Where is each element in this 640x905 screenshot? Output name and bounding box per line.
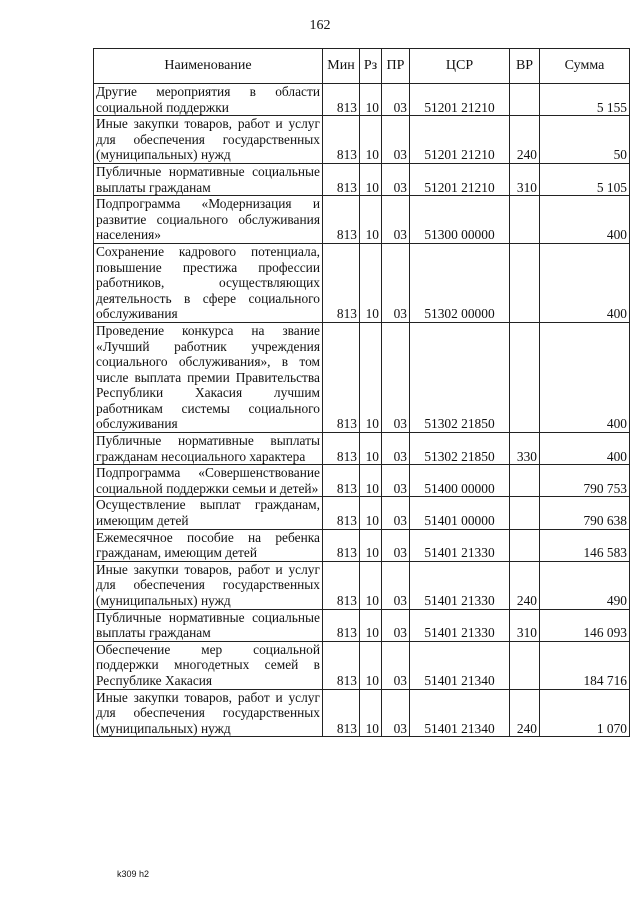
- row-vr: [510, 196, 540, 244]
- row-min: 813: [323, 641, 360, 689]
- row-rz: 10: [360, 465, 382, 497]
- row-name: Иные закупки товаров, работ и услуг для обеспечения государственных (муниципальных) нужд: [94, 116, 323, 164]
- row-csr: 51302 21850: [410, 322, 510, 432]
- table-row: [94, 497, 630, 529]
- table-row: [94, 609, 630, 641]
- table-row: [94, 116, 630, 164]
- row-vr: 240: [510, 689, 540, 737]
- row-rz: 10: [360, 497, 382, 529]
- table-header-row: [94, 49, 630, 84]
- row-pr: 03: [382, 561, 410, 609]
- row-vr: [510, 465, 540, 497]
- row-sum: 490: [540, 561, 630, 609]
- row-vr: 240: [510, 561, 540, 609]
- page-number: 162: [309, 18, 331, 33]
- row-csr: 51201 21210: [410, 116, 510, 164]
- budget-table: [93, 48, 630, 737]
- row-name: Подпрограмма «Совершенствование социальной поддержки семьи и детей»: [94, 465, 323, 497]
- row-sum: 146 093: [540, 609, 630, 641]
- row-csr: 51400 00000: [410, 465, 510, 497]
- row-rz: 10: [360, 243, 382, 322]
- row-rz: 10: [360, 561, 382, 609]
- row-csr: 51201 21210: [410, 163, 510, 195]
- row-rz: 10: [360, 322, 382, 432]
- row-vr: [510, 497, 540, 529]
- table-row: [94, 84, 630, 116]
- row-csr: 51401 21330: [410, 529, 510, 561]
- row-min: 813: [323, 465, 360, 497]
- row-pr: 03: [382, 243, 410, 322]
- header-name: Наименование: [94, 49, 323, 84]
- row-min: 813: [323, 243, 360, 322]
- row-vr: [510, 84, 540, 116]
- row-name: Обеспечение мер социальной поддержки многодетных семей в Республике Хакасия: [94, 641, 323, 689]
- header-csr: ЦСР: [410, 49, 510, 84]
- row-min: 813: [323, 561, 360, 609]
- row-min: 813: [323, 84, 360, 116]
- row-rz: 10: [360, 116, 382, 164]
- row-csr: 51401 21330: [410, 609, 510, 641]
- row-vr: 240: [510, 116, 540, 164]
- header-pr: ПР: [382, 49, 410, 84]
- row-vr: 310: [510, 609, 540, 641]
- row-sum: 400: [540, 243, 630, 322]
- row-csr: 51302 21850: [410, 433, 510, 465]
- row-pr: 03: [382, 433, 410, 465]
- row-pr: 03: [382, 196, 410, 244]
- row-min: 813: [323, 497, 360, 529]
- table-row: [94, 561, 630, 609]
- row-vr: 330: [510, 433, 540, 465]
- row-sum: 400: [540, 196, 630, 244]
- table-row: [94, 465, 630, 497]
- row-rz: 10: [360, 641, 382, 689]
- row-sum: 184 716: [540, 641, 630, 689]
- row-pr: 03: [382, 322, 410, 432]
- footer-document-code: k309 h2: [117, 869, 150, 879]
- header-min: Мин: [323, 49, 360, 84]
- header-rz: Рз: [360, 49, 382, 84]
- row-rz: 10: [360, 196, 382, 244]
- row-sum: 5 105: [540, 163, 630, 195]
- row-pr: 03: [382, 465, 410, 497]
- row-sum: 1 070: [540, 689, 630, 737]
- table-row: [94, 243, 630, 322]
- row-pr: 03: [382, 609, 410, 641]
- row-csr: 51401 21340: [410, 689, 510, 737]
- row-name: Сохранение кадрового потенциала, повышение престижа профессии работников, осуществляющих деятельность в сфере социального обслуживания: [94, 243, 323, 322]
- row-vr: [510, 243, 540, 322]
- row-csr: 51401 00000: [410, 497, 510, 529]
- row-name: Публичные нормативные выплаты гражданам несоциального характера: [94, 433, 323, 465]
- row-sum: 146 583: [540, 529, 630, 561]
- row-vr: 310: [510, 163, 540, 195]
- row-name: Ежемесячное пособие на ребенка гражданам, имеющим детей: [94, 529, 323, 561]
- table-row: [94, 163, 630, 195]
- row-csr: 51401 21330: [410, 561, 510, 609]
- row-min: 813: [323, 322, 360, 432]
- row-name: Публичные нормативные социальные выплаты гражданам: [94, 609, 323, 641]
- row-pr: 03: [382, 689, 410, 737]
- row-min: 813: [323, 529, 360, 561]
- row-pr: 03: [382, 163, 410, 195]
- row-name: Другие мероприятия в области социальной поддержки: [94, 84, 323, 116]
- row-min: 813: [323, 689, 360, 737]
- row-vr: [510, 641, 540, 689]
- row-pr: 03: [382, 641, 410, 689]
- row-name: Осуществление выплат гражданам, имеющим детей: [94, 497, 323, 529]
- table-row: [94, 433, 630, 465]
- row-rz: 10: [360, 163, 382, 195]
- row-min: 813: [323, 433, 360, 465]
- row-sum: 400: [540, 322, 630, 432]
- row-name: Публичные нормативные социальные выплаты гражданам: [94, 163, 323, 195]
- row-rz: 10: [360, 609, 382, 641]
- row-rz: 10: [360, 529, 382, 561]
- row-pr: 03: [382, 497, 410, 529]
- header-vr: ВР: [510, 49, 540, 84]
- row-min: 813: [323, 163, 360, 195]
- table-row: [94, 689, 630, 737]
- row-rz: 10: [360, 84, 382, 116]
- row-rz: 10: [360, 689, 382, 737]
- row-sum: 790 638: [540, 497, 630, 529]
- row-csr: 51302 00000: [410, 243, 510, 322]
- row-csr: 51401 21340: [410, 641, 510, 689]
- row-pr: 03: [382, 84, 410, 116]
- row-csr: 51300 00000: [410, 196, 510, 244]
- row-pr: 03: [382, 529, 410, 561]
- row-min: 813: [323, 116, 360, 164]
- table-row: [94, 196, 630, 244]
- table-row: [94, 322, 630, 432]
- row-name: Проведение конкурса на звание «Лучший работник учреждения социального обслуживания», в том числе выплата премии Правительства Республики Хакасия лучшим работникам системы социального обслуживания: [94, 322, 323, 432]
- table-row: [94, 529, 630, 561]
- row-name: Подпрограмма «Модернизация и развитие социального обслуживания населения»: [94, 196, 323, 244]
- row-sum: 790 753: [540, 465, 630, 497]
- row-min: 813: [323, 609, 360, 641]
- row-vr: [510, 322, 540, 432]
- row-sum: 400: [540, 433, 630, 465]
- table-row: [94, 641, 630, 689]
- row-vr: [510, 529, 540, 561]
- row-rz: 10: [360, 433, 382, 465]
- row-min: 813: [323, 196, 360, 244]
- header-sum: Сумма: [540, 49, 630, 84]
- row-sum: 50: [540, 116, 630, 164]
- row-csr: 51201 21210: [410, 84, 510, 116]
- row-pr: 03: [382, 116, 410, 164]
- row-name: Иные закупки товаров, работ и услуг для обеспечения государственных (муниципальных) нужд: [94, 689, 323, 737]
- row-name: Иные закупки товаров, работ и услуг для обеспечения государственных (муниципальных) нужд: [94, 561, 323, 609]
- row-sum: 5 155: [540, 84, 630, 116]
